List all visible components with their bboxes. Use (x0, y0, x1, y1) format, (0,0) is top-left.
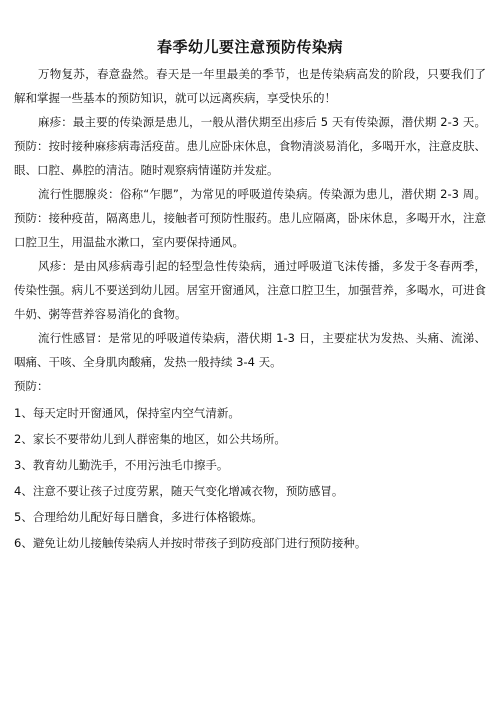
mumps-paragraph: 流行性腮腺炎：俗称“乍腮”，为常见的呼吸道传染病。传染源为患儿，潜伏期 2-3 周。预防：接种疫苗，隔离患儿，接触者可预防性服药。患儿应隔离，卧床休息，多喝开水，注意口腔卫生，用温盐水漱口，室内要保持通风。 (14, 187, 486, 249)
influenza-paragraph: 流行性感冒：是常见的呼吸道传染病，潜伏期 1-3 日，主要症状为发热、头痛、流涕、咽痛、干咳、全身肌肉酸痛，发热一般持续 3-4 天。 (14, 331, 486, 369)
list-item: 3、教育幼儿勤洗手，不用污浊毛巾擦手。 (14, 458, 229, 472)
document-title: 春季幼儿要注意预防传染病 (156, 38, 343, 56)
prevention-heading: 预防： (14, 379, 49, 393)
measles-paragraph: 麻疹：最主要的传染源是患儿，一般从潜伏期至出疹后 5 天有传染源，潜伏期 2-3 天。预防：按时接种麻疹病毒活疫苗。患儿应卧床休息，食物清淡易消化，多喝开水，注意皮肤、眼、口腔、鼻腔的清洁。随时观察病情谨防并发症。 (14, 115, 486, 177)
list-item: 5、合理给幼儿配好每日膳食，多进行体格锻炼。 (14, 510, 263, 524)
list-item: 2、家长不要带幼儿到人群密集的地区，如公共场所。 (14, 432, 286, 446)
prevention-list (14, 400, 486, 556)
list-item: 4、注意不要让孩子过度劳累，随天气变化增减衣物，预防感冒。 (14, 484, 344, 498)
list-item: 1、每天定时开窗通风，保持室内空气清新。 (14, 406, 240, 420)
intro-paragraph: 万物复苏，春意盎然。春天是一年里最美的季节，也是传染病高发的阶段，只要我们了解和掌握一些基本的预防知识，就可以远离疾病，享受快乐的！ (14, 67, 486, 105)
list-item: 6、避免让幼儿接触传染病人并按时带孩子到防疫部门进行预防接种。 (14, 536, 367, 550)
rubella-paragraph: 风疹：是由风疹病毒引起的轻型急性传染病，通过呼吸道飞沫传播，多发于冬春两季，传染性强。病儿不要送到幼儿园。居室开窗通风，注意口腔卫生，加强营养，多喝水，可进食牛奶、粥等营养容易消化的食物。 (14, 259, 486, 321)
